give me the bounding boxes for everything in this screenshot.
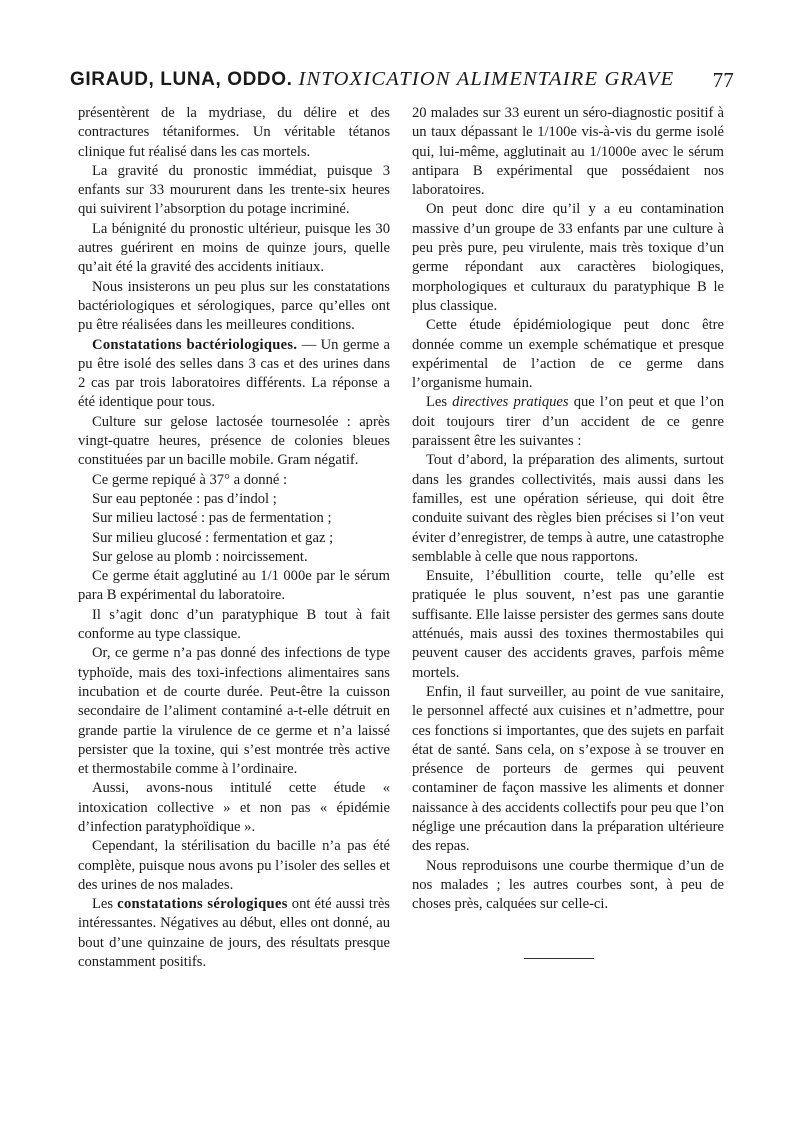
paragraph: Tout d’abord, la préparation des aliments, surtout dans les grandes collectivités, mais aussi dans les familles, est une opération sérieuse, qui doit être conduite suivant des règles bien précises si l’on veut éviter d’enregistrer, de temps à autre, une catastrophe semblable à celle que nous rapportons. [412, 452, 724, 565]
paragraph-text: — Un germe a pu être isolé des selles dans 3 cas et des urines dans 2 cas par trois laboratoires différents. La réponse a été identique pour tous. [78, 336, 391, 411]
page-number: 77 [712, 68, 734, 92]
paragraph: Cette étude épidémiologique peut donc être donnée comme un exemple schématique et presque expérimental de l’action de ce germe dans l’organisme humain. [412, 317, 724, 392]
header-title: INTOXICATION ALIMENTAIRE GRAVE [298, 68, 675, 90]
right-column [412, 104, 724, 914]
list-item: Sur milieu lactosé : pas de fermentation ; [92, 510, 332, 527]
running-header [70, 68, 734, 96]
left-column [78, 104, 390, 972]
paragraph: Aussi, avons-nous intitulé cette étude « intoxication collective » et non pas « épidémie d’infection paratyphoïdique ». [78, 780, 390, 835]
paragraph-text: Les [426, 394, 453, 411]
list-item: Sur eau peptonée : pas d’indol ; [92, 490, 277, 507]
paragraph [78, 895, 390, 972]
paragraph-text: que l’on peut et que l’on doit toujours tirer d’un accident de ce genre paraissent être les suivantes : [412, 394, 724, 450]
paragraph: Nous reproduisons une courbe thermique d’un de nos malades ; les autres courbes sont, à peu de choses près, calquées sur celle-ci. [412, 857, 724, 913]
paragraph: On peut donc dire qu’il y a eu contamination massive d’un groupe de 33 enfants par une culture à peu près pure, peu virulente, mais très toxique d’un germe répondant aux caractères biologiques, morphologiques et culturaux du paratyphique B le plus classique. [412, 201, 724, 314]
paragraph: Il s’agit donc d’un paratyphique B tout à fait conforme au type classique. [78, 606, 390, 643]
paragraph: La bénignité du pronostic ultérieur, puisque les 30 autres guérirent en moins de quinze jours, quelle qu’ait été la gravité des accidents initiaux. [78, 220, 390, 276]
list-item: Sur milieu glucosé : fermentation et gaz ; [92, 529, 334, 546]
paragraph: Or, ce germe n’a pas donné des infections de type typhoïde, mais des toxi-infections alimentaires sans incubation et de courte durée. Peut-être la cuisson secondaire de l’aliment contaminé a-t-elle détruit en grande partie la virulence de ce germe et n’a laissé persister que la toxine, qui s’est montrée très active et thermostabile comme à l’ordinaire. [78, 645, 390, 778]
italic-phrase: directives pratiques [452, 394, 569, 411]
paragraph: Enfin, il faut surveiller, au point de vue sanitaire, le personnel affecté aux cuisines et n’admettre, pour ces fonctions si importantes, que des sujets en parfait état de santé. Sans cela, on s’expose à se trouver en présence de porteurs de germes qui peuvent contaminer de façon massive les aliments et donner naissance à des accidents collectifs pour peu que l’on néglige une précaution dans la préparation ultérieure des repas. [412, 683, 724, 855]
section-divider [524, 958, 594, 959]
list-item: Sur gelose au plomb : noircissement. [92, 548, 308, 565]
paragraph: 20 malades sur 33 eurent un séro-diagnostic positif à un taux dépassant le 1/100e vis-à-vis du germe isolé qui, lui-même, agglutinait au 1/1000e avec le sérum antipara B expérimental que possédaient nos laboratoires. [412, 105, 724, 199]
paragraph-text: Les [92, 896, 118, 913]
paragraph: La gravité du pronostic immédiat, puisque 3 enfants sur 33 moururent dans les trente-six heures qui suivirent l’absorption du potage incriminé. [78, 162, 390, 218]
paragraph: Cependant, la stérilisation du bacille n’a pas été complète, puisque nous avons pu l’isoler des selles et des urines de nos malades. [78, 838, 390, 893]
paragraph: Ce germe était agglutiné au 1/1 000e par le sérum para B expérimental du laboratoire. [78, 568, 390, 604]
paragraph: présentèrent de la mydriase, du délire et des contractures tétaniformes. Un véritable tétanos clinique fut réalisé dans les cas mortels. [78, 105, 390, 160]
section-heading-serological: constatations sérologiques [117, 896, 288, 913]
paragraph: Culture sur gelose lactosée tournesolée : après vingt-quatre heures, présence de colonies bleues constituées par un bacille mobile. Gram négatif. [78, 413, 390, 469]
paragraph: Nous insisterons un peu plus sur les constatations bactériologiques et sérologiques, parce qu’elles ont pu être réalisées dans les meilleures conditions. [78, 278, 390, 334]
section-heading-bacteriological: Constatations bactériologiques. [92, 336, 298, 353]
header-authors: GIRAUD, LUNA, ODDO. [70, 69, 293, 90]
paragraph [78, 336, 390, 413]
paragraph [412, 393, 724, 451]
paragraph: Ce germe repiqué à 37° a donné : [92, 471, 288, 488]
paragraph: Ensuite, l’ébullition courte, telle qu’elle est pratiquée le plus souvent, n’est pas une garantie suffisante. Elle laisse persister des germes sans doute atténués, mais aussi des toxines thermostabiles qui peuvent causer des accidents graves, parfois même mortels. [412, 568, 724, 681]
paragraph-text: ont été aussi très intéressantes. Négatives au début, elles ont donné, au bout d’une quinzaine de jours, des résultats presque constamment positifs. [78, 896, 390, 971]
